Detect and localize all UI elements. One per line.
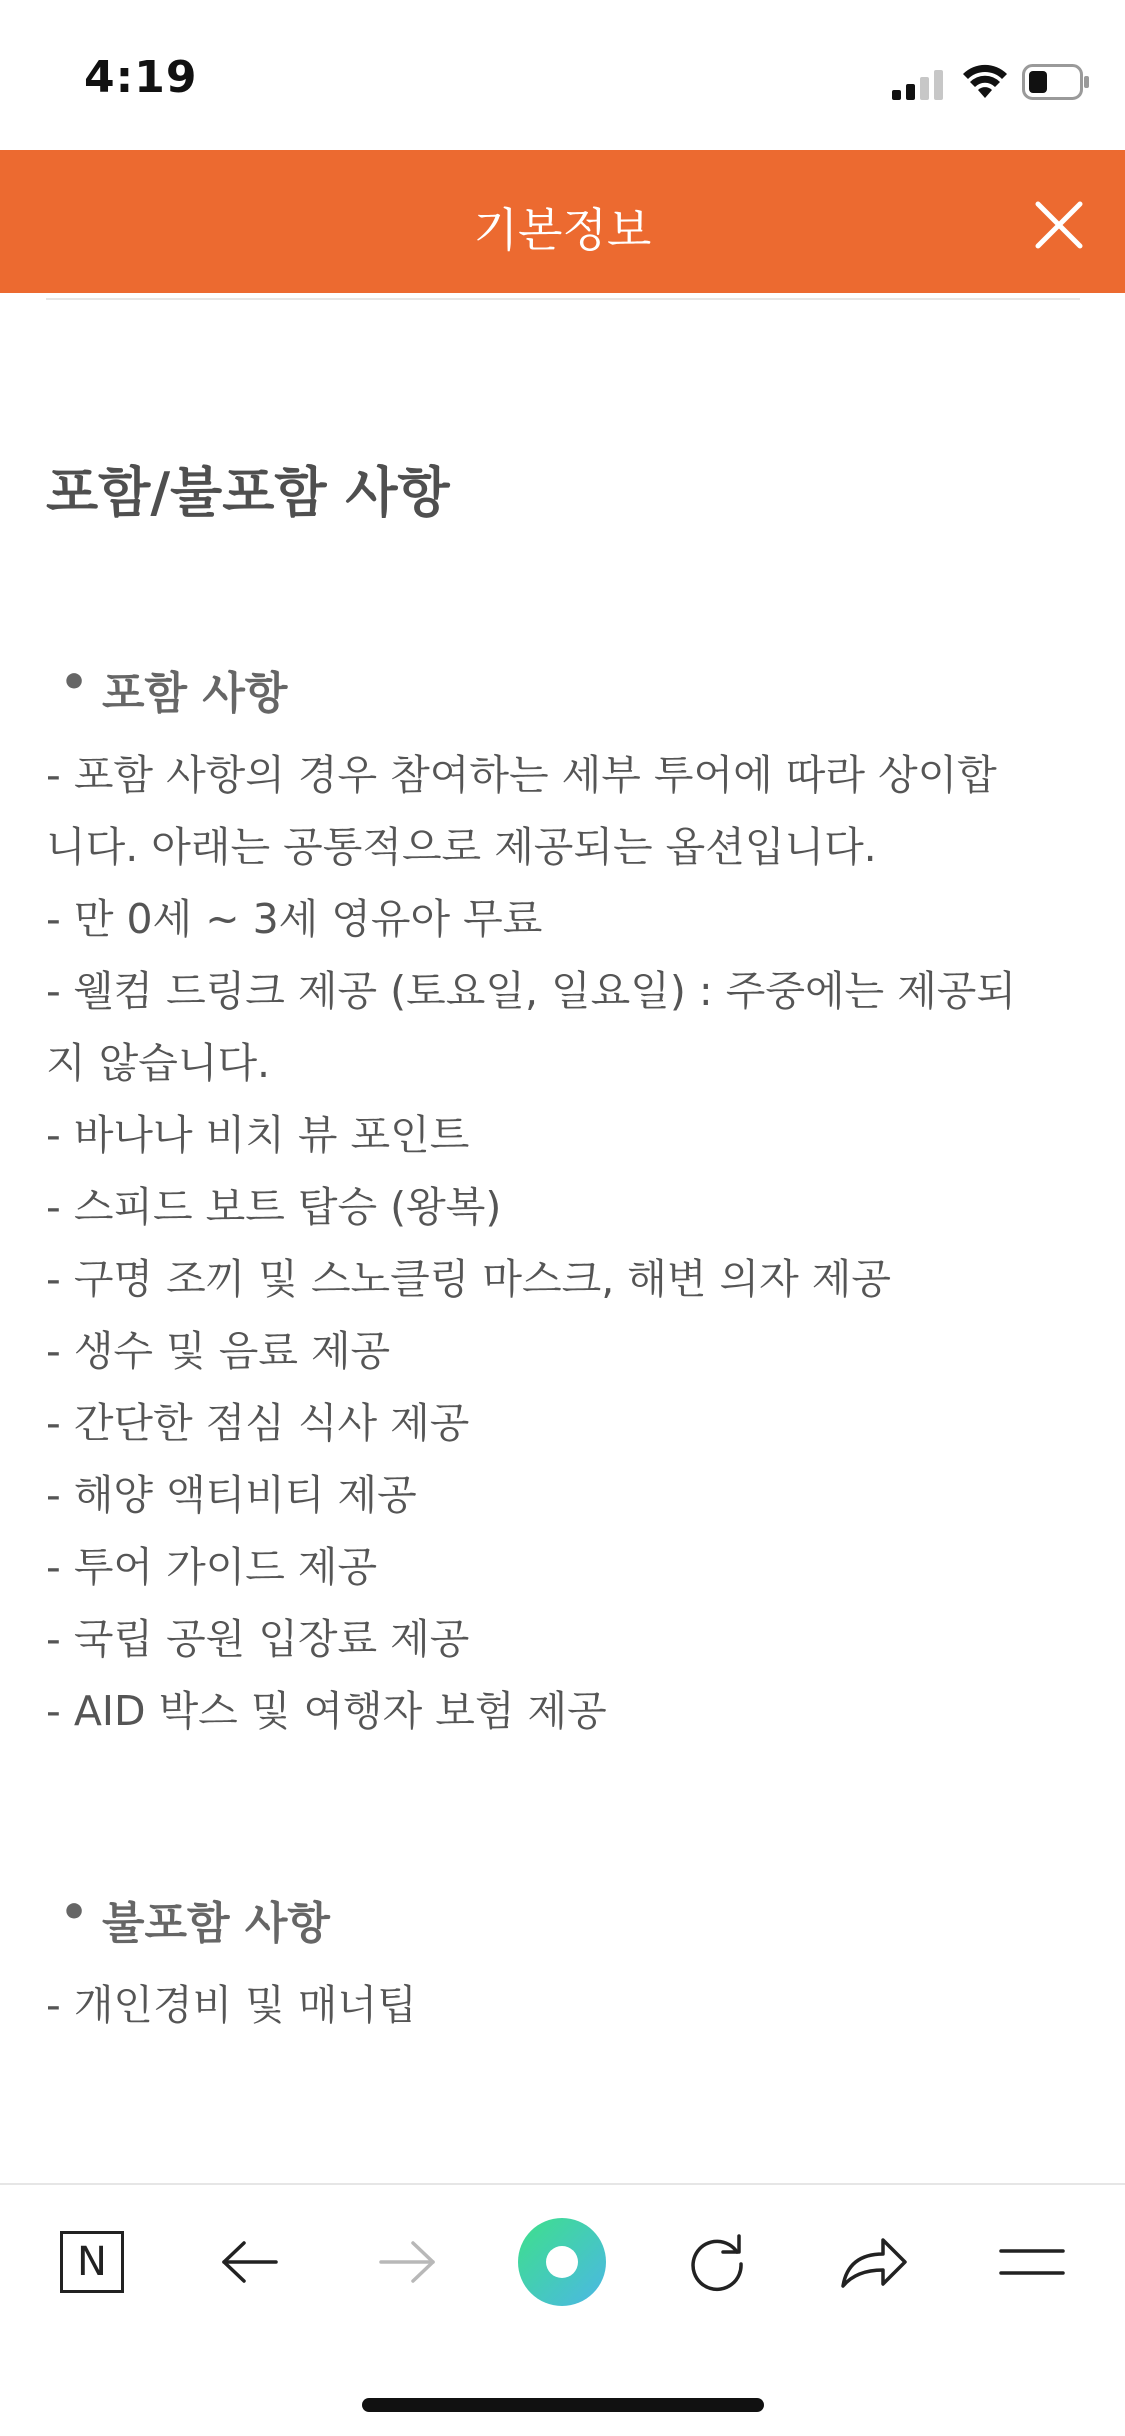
list-item: - 투어 가이드 제공 xyxy=(46,1543,378,1591)
header-divider xyxy=(46,298,1080,300)
share-button[interactable] xyxy=(829,2217,919,2307)
cellular-signal-icon xyxy=(892,70,948,100)
wifi-icon xyxy=(962,64,1008,100)
excluded-heading: • 불포함 사항 xyxy=(46,1887,1080,1951)
naver-n-icon: N xyxy=(60,2231,124,2293)
list-item: - 생수 및 음료 제공 xyxy=(46,1327,391,1375)
close-icon[interactable] xyxy=(1030,196,1088,254)
list-item: - 해양 액티비티 제공 xyxy=(46,1471,417,1519)
green-dot-icon xyxy=(517,2217,607,2307)
list-item: - 만 0세 ~ 3세 영유아 무료 xyxy=(46,895,543,943)
forward-button[interactable] xyxy=(362,2217,452,2307)
list-item: - 웰컴 드링크 제공 (토요일, 일요일) : 주중에는 제공되 xyxy=(46,967,1017,1015)
forward-arrow-icon xyxy=(377,2240,437,2284)
green-dot-button[interactable] xyxy=(517,2217,607,2307)
status-time: 4:19 xyxy=(84,52,198,103)
list-item: - 간단한 점심 식사 제공 xyxy=(46,1399,470,1447)
list-item: - 포함 사항의 경우 참여하는 세부 투어에 따라 상이합 xyxy=(46,751,997,799)
list-item: - 바나나 비치 뷰 포인트 xyxy=(46,1111,470,1159)
back-button[interactable] xyxy=(205,2217,295,2307)
battery-icon xyxy=(1022,64,1090,100)
excluded-list xyxy=(46,1969,1080,2041)
back-arrow-icon xyxy=(220,2240,280,2284)
home-indicator[interactable] xyxy=(362,2398,764,2412)
included-heading: • 포함 사항 xyxy=(46,657,1080,721)
included-list xyxy=(46,739,1080,1747)
list-item: - 개인경비 및 매너팁 xyxy=(46,1981,417,2029)
list-item: - 구명 조끼 및 스노클링 마스크, 해변 의자 제공 xyxy=(46,1255,891,1303)
header-bar xyxy=(0,150,1125,293)
section-title: 포함/불포함 사항 xyxy=(46,461,450,524)
content-area xyxy=(46,450,1080,2041)
page-title: 기본정보 xyxy=(473,203,652,257)
list-item: 니다. 아래는 공통적으로 제공되는 옵션입니다. xyxy=(46,823,877,871)
refresh-button[interactable] xyxy=(672,2217,762,2307)
naver-home-button[interactable] xyxy=(47,2217,137,2307)
share-icon xyxy=(839,2232,909,2292)
refresh-icon xyxy=(685,2230,749,2294)
menu-icon xyxy=(999,2247,1065,2277)
list-item: - 스피드 보트 탑승 (왕복) xyxy=(46,1183,502,1231)
status-bar xyxy=(0,0,1125,150)
menu-button[interactable] xyxy=(987,2217,1077,2307)
list-item: - AID 박스 및 여행자 보험 제공 xyxy=(46,1687,607,1735)
list-item: - 국립 공원 입장료 제공 xyxy=(46,1615,470,1663)
list-item: 지 않습니다. xyxy=(46,1039,271,1087)
